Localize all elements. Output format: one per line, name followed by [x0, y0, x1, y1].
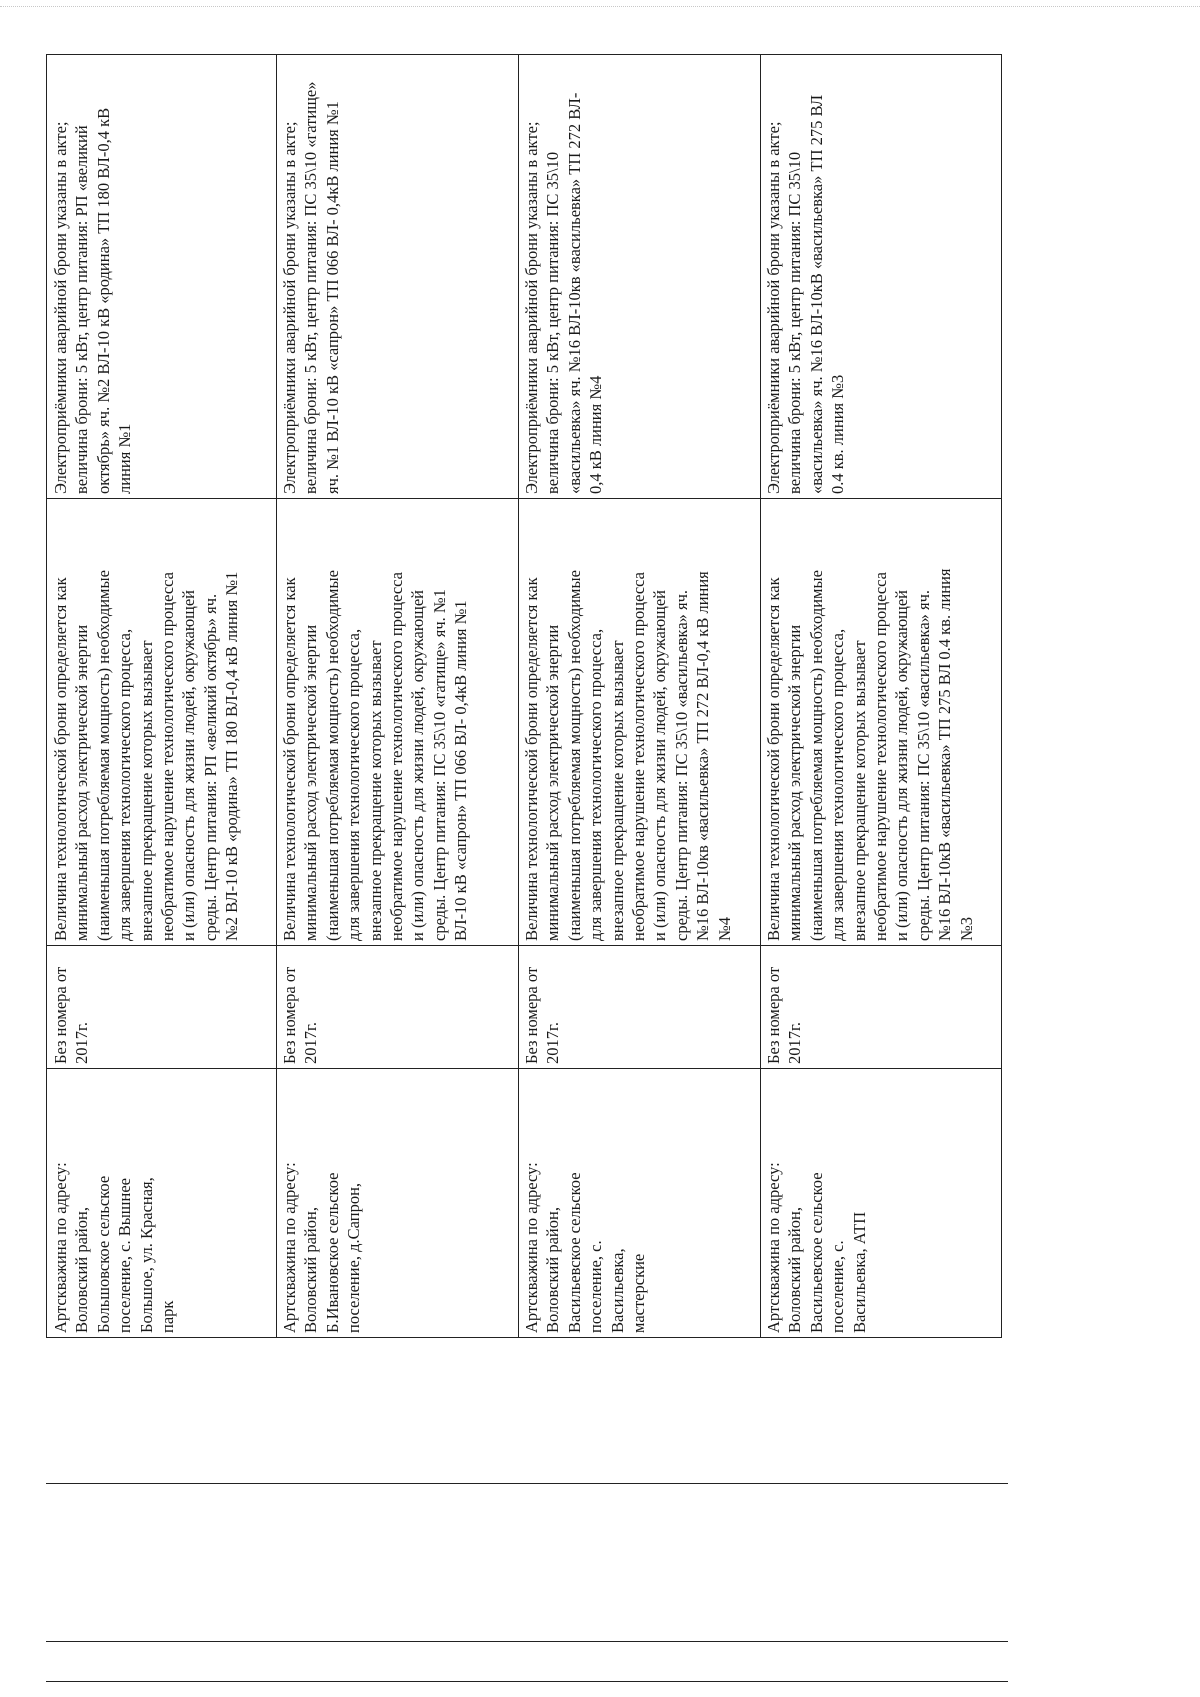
emergency-reserve-cell: Электроприёмники аварийной брони указаны в акте; величина брони: 5 кВт, центр питания: ПС 35\10 «гатище» яч. №1 ВЛ-10 кВ «сапрон» ТП 066 ВЛ- 0,4кВ линия №1 [280, 81, 342, 494]
table-row [518, 55, 760, 498]
divider-line [46, 1483, 1008, 1484]
table-row [518, 945, 760, 1068]
table-row [47, 1068, 276, 1337]
technological-reserve-cell: Величина технологической брони определяется как минимальный расход электрической энергии (наименьшая потребляемая мощность) необходимые для завершения технологического процесса, внезапное прекращение которых вызывает необратимое нарушение технологического процесса и (или) опасность для жизни людей, окружающей среды. Центр питания: ПС 35\10 «васильевка» яч. №16 ВЛ-10кв «васильевка» ТП 272 ВЛ-0,4 кВ линия №4 [522, 570, 734, 941]
object-address-cell: Артскважина по адресу: Воловский район, Васильевское сельское поселение, с. Васильевка, АТП [764, 1162, 869, 1333]
emergency-reserve-cell: Электроприёмники аварийной брони указаны в акте; величина брони: 5 кВт, центр питания: ПС 35\10 «васильевка» яч. №16 ВЛ-10кв «васильевка» ТП 272 ВЛ- 0,4 кВ линия №4 [522, 92, 606, 494]
act-cell: Без номера от 2017г. [51, 966, 92, 1064]
table-row [760, 55, 1001, 498]
technological-reserve-cell: Величина технологической брони определяется как минимальный расход электрической энергии (наименьшая потребляемая мощность) необходимые для завершения технологического процесса, внезапное прекращение которых вызывает необратимое нарушение технологического процесса и (или) опасность для жизни людей, окружающей среды. Центр питания: ПС 35\10 «гатище» яч. №1 ВЛ-10 кВ «сапрон» ТП 066 ВЛ- 0,4кВ линия №1 [280, 570, 471, 941]
table-row [276, 55, 518, 498]
table-row [276, 498, 518, 945]
table-row [518, 498, 760, 945]
divider-line [46, 1641, 1008, 1642]
table-row [518, 1068, 760, 1337]
table-row [760, 945, 1001, 1068]
table-row [276, 945, 518, 1068]
object-address-cell: Артскважина по адресу: Воловский район, Б.Ивановское сельское поселение, д.Сапрон, [280, 1162, 364, 1333]
object-address-cell: Артскважина по адресу: Воловский район, Васильевское сельское поселение, с. Васильевка, мастерские [522, 1162, 649, 1333]
technological-reserve-cell: Величина технологической брони определяется как минимальный расход электрической энергии (наименьшая потребляемая мощность) необходимые для завершения технологического процесса, внезапное прекращение которых вызывает необратимое нарушение технологического процесса и (или) опасность для жизни людей, окружающей среды. Центр питания: РП «великий октябрь» яч. №2 ВЛ-10 кВ «родина» ТП 180 ВЛ-0,4 кВ линия №1 [51, 570, 242, 941]
emergency-reserve-cell: Электроприёмники аварийной брони указаны в акте; величина брони: 5 кВт, центр питания: РП «великий октябрь» яч. №2 ВЛ-10 кВ «родина» ТП 180 ВЛ-0,4 кВ линия №1 [51, 107, 135, 494]
act-cell: Без номера от 2017г. [764, 966, 805, 1064]
table-row [760, 1068, 1001, 1337]
technological-reserve-cell: Величина технологической брони определяется как минимальный расход электрической энергии (наименьшая потребляемая мощность) необходимые для завершения технологического процесса, внезапное прекращение которых вызывает необратимое нарушение технологического процесса и (или) опасность для жизни людей, окружающей среды. Центр питания: ПС 35\10 «васильевка» яч. №16 ВЛ-10кВ «васильевка» ТП 275 ВЛ 0.4 кв. линия №3 [764, 568, 976, 941]
act-cell: Без номера от 2017г. [280, 966, 321, 1064]
act-cell: Без номера от 2017г. [522, 966, 563, 1064]
emergency-reserve-cell: Электроприёмники аварийной брони указаны в акте; величина брони: 5 кВт, центр питания: ПС 35\10 «васильевка» яч. №16 ВЛ-10кВ «васильевка» ТП 275 ВЛ 0.4 кв. линия №3 [764, 94, 848, 494]
table-row [47, 945, 276, 1068]
table-bottom-border [47, 1337, 1001, 1338]
table-row [760, 498, 1001, 945]
scan-edge-line [0, 6, 1200, 7]
object-address-cell: Артскважина по адресу: Воловский район, Большовское сельское поселение, с. Вышнее Большое, ул. Красная, парк [51, 1162, 178, 1333]
table-row [47, 498, 276, 945]
rotated-table [46, 54, 1002, 1338]
divider-line [46, 1681, 1008, 1682]
table-row [276, 1068, 518, 1337]
table-row [47, 55, 276, 498]
